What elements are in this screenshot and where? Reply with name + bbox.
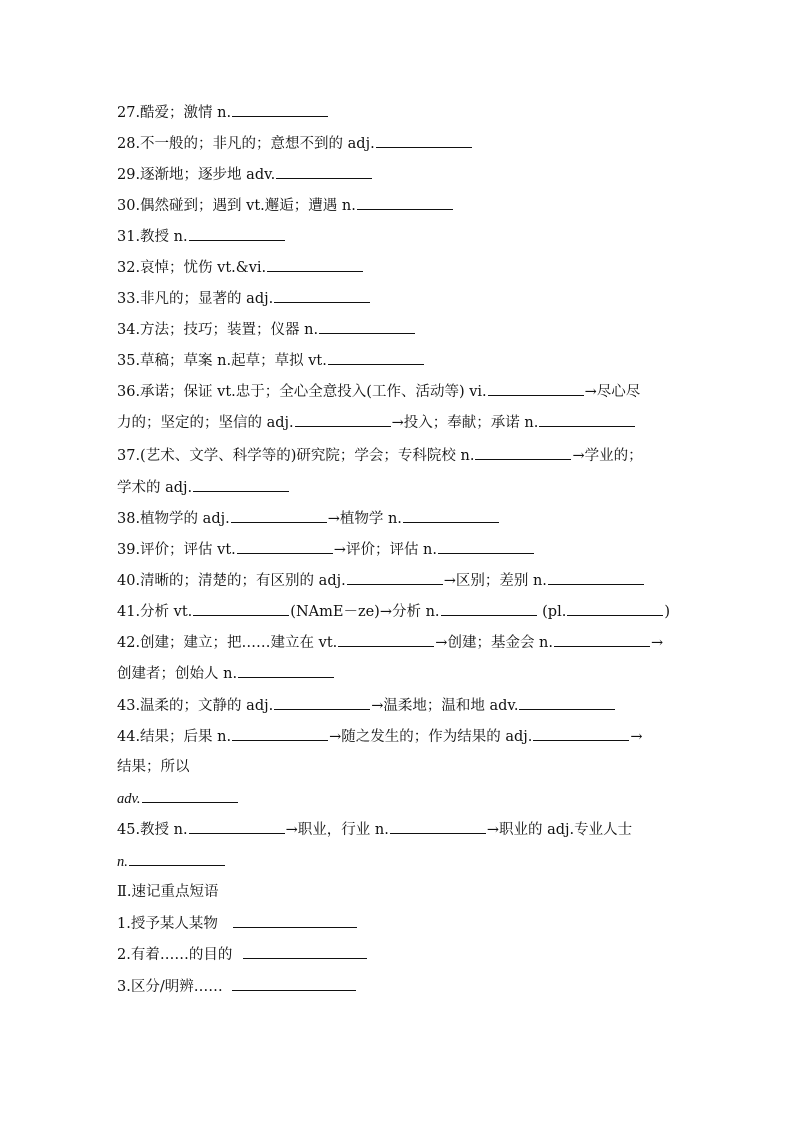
answer-blank[interactable] <box>232 725 328 741</box>
answer-blank[interactable] <box>548 569 644 585</box>
vocab-item-34: 34.方法；技巧；装置；仪器 n. <box>117 318 687 340</box>
vocab-item-42-cont: 创建者；创始人 n. <box>117 662 687 684</box>
vocab-item-45: 45.教授 n. →职业，行业 n. →职业的 adj.专业人士 <box>117 818 687 840</box>
phrase-item-1: 1.授予某人某物 <box>117 912 687 934</box>
vocab-item-37: 37.(艺术、文学、科学等的)研究院；学会；专科院校 n. →学业的； <box>117 444 687 466</box>
vocab-item-33: 33.非凡的；显著的 adj. <box>117 287 687 309</box>
vocab-item-44-adv: adv. <box>117 787 687 809</box>
answer-blank[interactable] <box>438 538 534 554</box>
answer-blank[interactable] <box>274 694 370 710</box>
answer-blank[interactable] <box>267 256 363 272</box>
answer-blank[interactable] <box>189 818 285 834</box>
answer-blank[interactable] <box>189 225 285 241</box>
answer-blank[interactable] <box>539 411 635 427</box>
vocab-item-41: 41.分析 vt. (NAmE－ze)→分析 n. (pl. ) <box>117 600 687 622</box>
answer-blank[interactable] <box>390 818 486 834</box>
answer-blank[interactable] <box>328 349 424 365</box>
answer-blank[interactable] <box>129 850 225 866</box>
vocab-item-39: 39.评价；评估 vt. →评价；评估 n. <box>117 538 687 560</box>
vocab-item-45-cont: n. <box>117 850 687 872</box>
vocab-item-44: 44.结果；后果 n. →随之发生的；作为结果的 adj. → <box>117 725 687 747</box>
answer-blank[interactable] <box>231 507 327 523</box>
vocab-item-28: 28.不一般的；非凡的；意想不到的 adj. <box>117 132 687 154</box>
vocab-item-44-cont: 结果；所以 <box>117 759 190 775</box>
vocab-item-29: 29.逐渐地；逐步地 adv. <box>117 163 687 185</box>
answer-blank[interactable] <box>232 101 328 117</box>
vocab-item-27: 27.酷爱；激情 n. <box>117 101 687 123</box>
answer-blank[interactable] <box>554 631 650 647</box>
vocab-item-32: 32.哀悼；忧伤 vt.&vi. <box>117 256 687 278</box>
answer-blank[interactable] <box>193 476 289 492</box>
vocab-item-36-cont: 力的；坚定的；坚信的 adj. →投入；奉献；承诺 n. <box>117 411 687 433</box>
answer-blank[interactable] <box>533 725 629 741</box>
phrase-item-3: 3.区分/明辨…… <box>117 975 687 997</box>
answer-blank[interactable] <box>347 569 443 585</box>
answer-blank[interactable] <box>319 318 415 334</box>
answer-blank[interactable] <box>276 163 372 179</box>
vocab-item-43: 43.温柔的；文静的 adj. →温柔地；温和地 adv. <box>117 694 687 716</box>
vocab-item-36: 36.承诺；保证 vt.忠于；全心全意投入(工作、活动等) vi. →尽心尽 <box>117 380 687 402</box>
answer-blank[interactable] <box>142 787 238 803</box>
answer-blank[interactable] <box>338 631 434 647</box>
vocab-item-30: 30.偶然碰到；遇到 vt.邂逅；遭遇 n. <box>117 194 687 216</box>
answer-blank[interactable] <box>488 380 584 396</box>
answer-blank[interactable] <box>238 662 334 678</box>
vocab-item-35: 35.草稿；草案 n.起草；草拟 vt. <box>117 349 687 371</box>
answer-blank[interactable] <box>441 600 537 616</box>
answer-blank[interactable] <box>243 943 367 959</box>
section-heading-phrases: Ⅱ.速记重点短语 <box>117 884 219 900</box>
answer-blank[interactable] <box>403 507 499 523</box>
answer-blank[interactable] <box>475 444 571 460</box>
answer-blank[interactable] <box>237 538 333 554</box>
vocab-item-37-cont: 学术的 adj. <box>117 476 687 498</box>
answer-blank[interactable] <box>519 694 615 710</box>
answer-blank[interactable] <box>232 975 356 991</box>
answer-blank[interactable] <box>376 132 472 148</box>
answer-blank[interactable] <box>274 287 370 303</box>
answer-blank[interactable] <box>357 194 453 210</box>
answer-blank[interactable] <box>567 600 663 616</box>
vocab-item-38: 38.植物学的 adj. →植物学 n. <box>117 507 687 529</box>
answer-blank[interactable] <box>233 912 357 928</box>
answer-blank[interactable] <box>295 411 391 427</box>
vocab-item-42: 42.创建；建立；把……建立在 vt. →创建；基金会 n. → <box>117 631 687 653</box>
answer-blank[interactable] <box>193 600 289 616</box>
vocab-item-31: 31.教授 n. <box>117 225 687 247</box>
phrase-item-2: 2.有着……的目的 <box>117 943 687 965</box>
vocab-item-40: 40.清晰的；清楚的；有区别的 adj. →区别；差别 n. <box>117 569 687 591</box>
